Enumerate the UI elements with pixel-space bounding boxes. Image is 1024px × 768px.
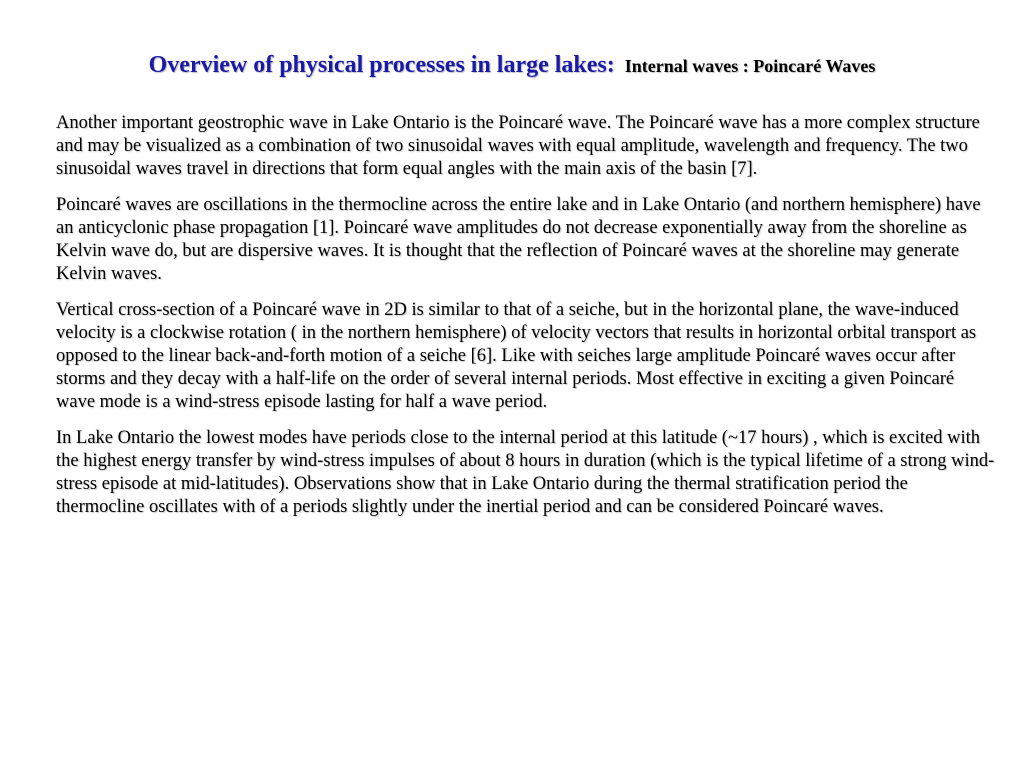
paragraph-1: Another important geostrophic wave in Lake Ontario is the Poincaré wave. The Poincaré wave has a more complex structure and may be visualized as a combination of two sinusoidal waves with equal amplitude, wavelength and frequency. The two sinusoidal waves travel in directions that form equal angles with the main axis of the basin [7].: [56, 113, 980, 179]
slide-body: [56, 112, 996, 532]
slide-title: [0, 52, 1024, 79]
paragraph-3: Vertical cross-section of a Poincaré wave in 2D is similar to that of a seiche, but in the horizontal plane, the wave-induced velocity is a clockwise rotation ( in the northern hemisphere) of velocity vectors that results in horizontal orbital transport as opposed to the linear back-and-forth motion of a seiche [6]. Like with seiches large amplitude Poincaré waves occur after storms and they decay with a half-life on the order of several internal periods. Most effective in exciting a given Poincaré wave mode is a wind-stress episode lasting for half a wave period.: [56, 300, 977, 412]
paragraph-4: In Lake Ontario the lowest modes have periods close to the internal period at this latitude (~17 hours) , which is excited with the highest energy transfer by wind-stress impulses of about 8 hours in duration (which is the typical lifetime of a strong wind-stress episode at mid-latitudes). Observations show that in Lake Ontario during the thermal stratification period the thermocline oscillates with of a periods slightly under the inertial period and can be considered Poincaré waves.: [56, 428, 995, 517]
title-main: Overview of physical processes in large lakes:: [148, 52, 615, 78]
title-subtitle: Internal waves : Poincaré Waves: [624, 56, 876, 76]
paragraph-2: Poincaré waves are oscillations in the thermocline across the entire lake and in Lake Ontario (and northern hemisphere) have an anticyclonic phase propagation [1]. Poincaré wave amplitudes do not decrease exponentially away from the shoreline as Kelvin wave do, but are dispersive waves. It is thought that the reflection of Poincaré waves at the shoreline may generate Kelvin waves.: [56, 195, 981, 284]
